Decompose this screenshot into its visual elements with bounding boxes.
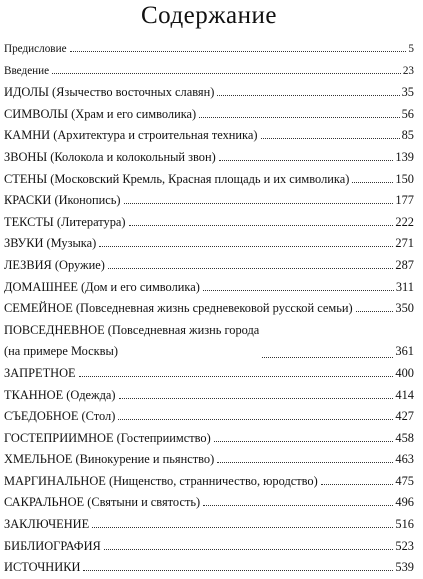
dot-leader	[203, 505, 393, 506]
toc-entry	[4, 298, 414, 320]
toc-entry	[4, 363, 414, 385]
toc-entry-page: 539	[395, 560, 414, 575]
toc-entry-page: 271	[395, 236, 414, 251]
toc-entry	[4, 277, 414, 299]
toc-entry-page: 5	[408, 43, 414, 55]
toc-entry	[4, 492, 414, 514]
toc-entry-title: ГОСТЕПРИИМНОЕ (Гостеприимство)	[4, 430, 211, 445]
toc-entry-page: 458	[395, 430, 414, 445]
toc-entry	[4, 255, 414, 277]
toc-entry-page: 139	[395, 149, 414, 164]
dot-leader	[262, 357, 393, 358]
toc-entry-page: 400	[395, 365, 414, 380]
toc-entry-title: Предисловие	[4, 43, 67, 55]
toc-entry-page: 222	[395, 214, 414, 229]
dot-leader	[199, 117, 399, 118]
dot-leader	[321, 484, 394, 485]
toc-entry	[4, 61, 414, 83]
dot-leader	[214, 441, 394, 442]
toc-entry-title-line1: ПОВСЕДНЕВНОЕ (Повседневная жизнь города	[4, 322, 260, 337]
dot-leader	[129, 225, 394, 226]
toc-entry-title: ЗВОНЫ (Колокола и колокольный звон)	[4, 149, 216, 164]
toc-entry	[4, 169, 414, 191]
toc-entry-page: 475	[395, 473, 414, 488]
toc-entry-title-line2: (на примере Москвы)	[4, 344, 118, 359]
toc-entry-page: 150	[395, 171, 414, 186]
toc-entry-page: 287	[395, 257, 414, 272]
toc-entry	[4, 147, 414, 169]
toc-entry	[4, 212, 414, 234]
toc-entry	[4, 536, 414, 558]
toc-entry-title	[4, 320, 259, 363]
toc-entry-title: ТКАННОЕ (Одежда)	[4, 387, 116, 402]
toc-entry-title: САКРАЛЬНОЕ (Святыни и святость)	[4, 495, 201, 510]
toc-entry-page: 23	[402, 64, 414, 77]
dot-leader	[83, 570, 393, 571]
toc-entry	[4, 557, 414, 579]
toc-entry-title: Введение	[4, 64, 50, 77]
dot-leader	[356, 311, 394, 312]
toc-entry-page: 56	[401, 106, 414, 121]
toc-entry-title: СТЕНЫ (Московский Кремль, Красная площадь и их символика)	[4, 171, 350, 186]
dot-leader	[118, 419, 393, 420]
toc-entry-title: МАРГИНАЛЬНОЕ (Нищенство, странничество, юродство)	[4, 473, 318, 488]
toc-list	[4, 39, 414, 579]
toc-entry-title: ХМЕЛЬНОЕ (Винокурение и пьянство)	[4, 452, 215, 467]
dot-leader	[108, 268, 394, 269]
toc-entry-page: 350	[395, 301, 414, 316]
dot-leader	[352, 182, 393, 183]
toc-entry	[4, 449, 414, 471]
dot-leader	[119, 398, 394, 399]
toc-entry	[4, 104, 414, 126]
toc-entry-title: ТЕКСТЫ (Литература)	[4, 214, 126, 229]
toc-entry-title: ЗАКЛЮЧЕНИЕ	[4, 517, 90, 532]
toc-entry-title: СИМВОЛЫ (Храм и его символика)	[4, 106, 197, 121]
toc-entry-page: 427	[395, 409, 414, 424]
toc-entry	[4, 428, 414, 450]
toc-entry-page: 361	[395, 344, 414, 359]
toc-entry-page: 496	[395, 495, 414, 510]
toc-entry	[4, 406, 414, 428]
dot-leader	[79, 376, 394, 377]
toc-entry-page: 311	[395, 279, 414, 294]
toc-entry-page: 463	[395, 452, 414, 467]
toc-entry-title: КАМНИ (Архитектура и строительная техника)	[4, 128, 258, 143]
toc-entry-title: ИДОЛЫ (Язычество восточных славян)	[4, 85, 215, 100]
dot-leader	[124, 203, 394, 204]
toc-entry-title: СЕМЕЙНОЕ (Повседневная жизнь средневековой русской семьи)	[4, 301, 353, 316]
dot-leader	[52, 73, 401, 74]
toc-entry-page: 85	[401, 128, 414, 143]
toc-entry-page: 177	[395, 193, 414, 208]
toc-entry-title: КРАСКИ (Иконопись)	[4, 193, 121, 208]
toc-entry	[4, 471, 414, 493]
toc-entry	[4, 82, 414, 104]
toc-entry	[4, 385, 414, 407]
toc-entry	[4, 125, 414, 147]
dot-leader	[99, 246, 393, 247]
toc-entry-title: ЛЕЗВИЯ (Оружие)	[4, 257, 105, 272]
toc-entry-title: ИСТОЧНИКИ	[4, 560, 81, 575]
toc-entry	[4, 514, 414, 536]
dot-leader	[70, 51, 407, 52]
dot-leader	[92, 527, 393, 528]
toc-entry-title: СЪЕДОБНОЕ (Стол)	[4, 409, 116, 424]
toc-entry-title: БИБЛИОГРАФИЯ	[4, 538, 101, 553]
dot-leader	[217, 95, 399, 96]
dot-leader	[261, 138, 400, 139]
toc-entry	[4, 39, 414, 61]
dot-leader	[203, 290, 394, 291]
toc-entry	[4, 190, 414, 212]
dot-leader	[217, 462, 393, 463]
toc-entry-title: ЗВУКИ (Музыка)	[4, 236, 97, 251]
toc-entry-title: ДОМАШНЕЕ (Дом и его символика)	[4, 279, 200, 294]
toc-entry-page: 516	[395, 517, 414, 532]
toc-entry-title: ЗАПРЕТНОЕ	[4, 365, 76, 380]
toc-entry	[4, 233, 414, 255]
page-title: Содержание	[141, 2, 277, 29]
toc-entry-page: 523	[395, 538, 414, 553]
toc-entry-page: 414	[395, 387, 414, 402]
dot-leader	[219, 160, 394, 161]
toc-entry	[4, 320, 414, 363]
toc-entry-page: 35	[401, 85, 414, 100]
